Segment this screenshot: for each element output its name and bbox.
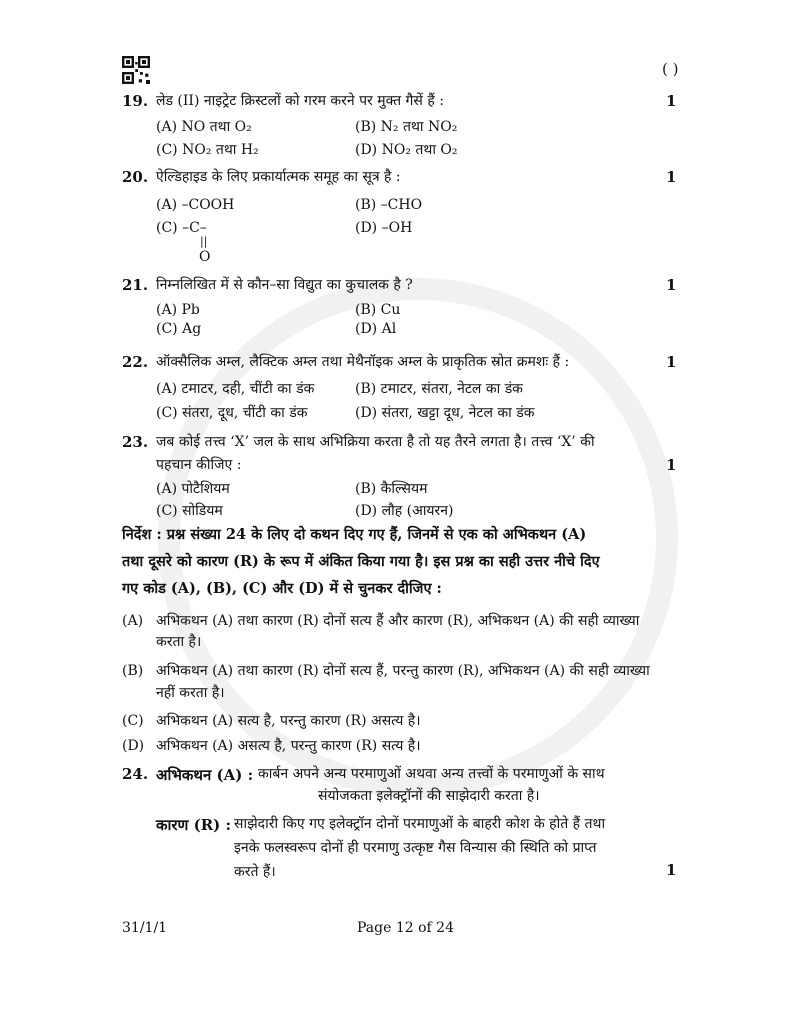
assertion-text-line2: संयोजकता इलेक्ट्रॉनों की साझेदारी करता है। — [318, 788, 540, 804]
option-d: (D) संतरा, खट्टा दूध, नेटल का डंक — [355, 405, 535, 421]
reason-text: साझेदारी किए गए इलेक्ट्रॉन दोनों परमाणुओं के बाहरी कोश के होते हैं तथा — [234, 816, 606, 832]
reason-text-line2: इनके फलस्वरूप दोनों ही परमाणु उत्कृष्ट गैस विन्यास की स्थिति को प्राप्त — [234, 840, 597, 856]
question-text-line2: पहचान कीजिए : — [156, 457, 242, 473]
qr-code-icon — [122, 56, 150, 84]
code-label: (A) — [122, 613, 144, 629]
directions-line: गए कोड (A), (B), (C) और (D) में से चुनकर दीजिए : — [122, 580, 442, 597]
code-text: अभिकथन (A) तथा कारण (R) दोनों सत्य हैं और कारण (R), अभिकथन (A) की सही व्याख्या — [156, 613, 640, 629]
option-d: (D) लौह (आयरन) — [355, 503, 454, 519]
question-number: 19. — [122, 92, 149, 110]
question-number: 23. — [122, 433, 149, 451]
question-marks: 1 — [666, 276, 677, 294]
code-text: अभिकथन (A) सत्य है, परन्तु कारण (R) असत्य है। — [156, 713, 421, 729]
header-paren: ( ) — [662, 60, 679, 78]
option-a: (A) NO तथा O₂ — [156, 119, 252, 135]
option-b: (B) टमाटर, संतरा, नेटल का डंक — [355, 381, 523, 397]
question-number: 21. — [122, 276, 149, 294]
directions-line: तथा दूसरे को कारण (R) के रूप में अंकित किया गया है। इस प्रश्न का सही उत्तर नीचे दिए — [122, 553, 600, 570]
code-text: अभिकथन (A) तथा कारण (R) दोनों सत्य हैं, परन्तु कारण (R), अभिकथन (A) की सही व्याख्या — [156, 663, 650, 679]
option-c: (C) Ag — [156, 321, 202, 337]
question-number: 22. — [122, 353, 149, 371]
option-c: (C) संतरा, दूध, चींटी का डंक — [156, 405, 308, 421]
question-number: 20. — [122, 168, 149, 186]
reason-text-line3: करते हैं। — [234, 864, 276, 880]
option-d: (D) –OH — [355, 220, 413, 236]
option-b: (B) कैल्सियम — [355, 481, 428, 497]
option-c-oxygen: O — [199, 249, 211, 265]
option-b: (B) –CHO — [355, 197, 423, 213]
paper-code: 31/1/1 — [122, 920, 168, 936]
question-marks: 1 — [666, 861, 677, 879]
question-number: 24. — [122, 765, 149, 783]
option-b: (B) Cu — [355, 302, 401, 318]
code-text-line2: नहीं करता है। — [156, 685, 225, 701]
directions-line: निर्देश : प्रश्न संख्या 24 के लिए दो कथन दिए गए हैं, जिनमें से एक को अभिकथन (A) — [122, 526, 587, 543]
code-text: अभिकथन (A) असत्य है, परन्तु कारण (R) सत्य है। — [156, 738, 421, 754]
assertion-label: अभिकथन (A) : — [156, 766, 254, 784]
option-a: (A) Pb — [156, 302, 200, 318]
code-label: (D) — [122, 738, 145, 754]
code-label: (B) — [122, 663, 144, 679]
option-c: (C) NO₂ तथा H₂ — [156, 142, 259, 158]
question-marks: 1 — [666, 168, 677, 186]
option-c-bond: || — [200, 235, 208, 248]
option-c: (C) –C– — [156, 220, 207, 236]
option-a: (A) –COOH — [156, 197, 235, 213]
question-text: जब कोई तत्त्व ‘X’ जल के साथ अभिक्रिया करता है तो यह तैरने लगता है। तत्त्व ‘X’ की — [156, 434, 595, 450]
code-text-line2: करता है। — [156, 634, 202, 650]
reason-label: कारण (R) : — [156, 816, 232, 834]
option-a: (A) पोटैशियम — [156, 481, 230, 497]
question-marks: 1 — [666, 353, 677, 371]
question-text: ऐल्डिहाइड के लिए प्रकार्यात्मक समूह का सूत्र है : — [156, 169, 401, 185]
assertion-text: कार्बन अपने अन्य परमाणुओं अथवा अन्य तत्त्वों के परमाणुओं के साथ — [258, 766, 605, 782]
option-d: (D) NO₂ तथा O₂ — [355, 142, 458, 158]
question-text: ऑक्सैलिक अम्ल, लैक्टिक अम्ल तथा मेथैनॉइक अम्ल के प्राकृतिक स्रोत क्रमशः हैं : — [156, 354, 570, 370]
page-number: Page 12 of 24 — [357, 920, 454, 936]
question-marks: 1 — [666, 456, 677, 474]
option-b: (B) N₂ तथा NO₂ — [355, 119, 458, 135]
option-c: (C) सोडियम — [156, 503, 223, 519]
question-text: लेड (II) नाइट्रेट क्रिस्टलों को गरम करने पर मुक्त गैसें हैं : — [156, 93, 444, 109]
code-label: (C) — [122, 713, 144, 729]
option-a: (A) टमाटर, दही, चींटी का डंक — [156, 381, 315, 397]
option-d: (D) Al — [355, 321, 397, 337]
question-text: निम्नलिखित में से कौन–सा विद्युत का कुचालक है ? — [156, 277, 413, 293]
question-marks: 1 — [666, 92, 677, 110]
